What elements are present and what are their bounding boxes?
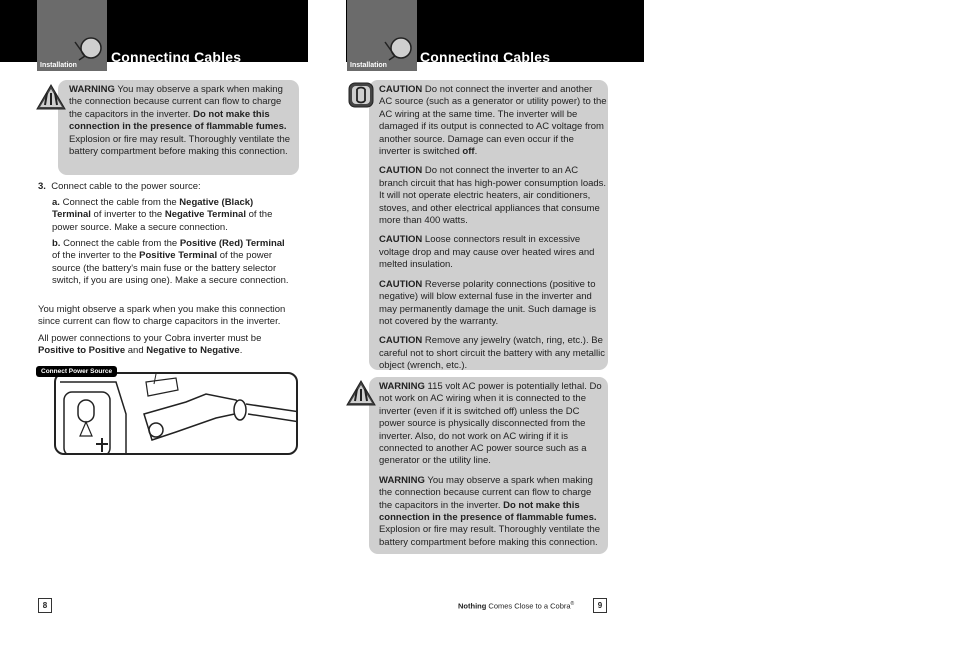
warning-label: WARNING [69,84,115,95]
caution-item: CAUTION Do not connect the inverter to an AC branch circuit that has high-power consumption loads. It will not operate electric heaters, air conditioners, stoves, and other electrical appliances that consume more than 400 watts. [379,165,607,227]
polarity-paragraph: All power connections to your Cobra inverter must be Positive to Positive and Negative to Negative. [38,333,262,357]
warning-item: WARNING 115 volt AC power is potentially lethal. Do not work on AC wiring when it is connected to the inverter (even if it is switched off) unless the DC power source is physically disconnected from the inverter. Also, do not work on AC wiring if it is connected to another AC power source such as a generator or the utility line. [379,381,602,467]
step-3a: a. Connect the cable from the Negative (Black) Terminal of inverter to the Negative Terminal of the power source. Make a secure connection. [52,197,273,233]
warning-triangle-icon [346,380,376,406]
step-3b: b. Connect the cable from the Positive (Red) Terminal of the inverter to the Positive Terminal of the power source (the battery's main fuse or the battery selector switch, if you are using one). Make a secure connection. [52,238,289,287]
cobra-logo-icon [73,36,105,64]
caution-item: CAUTION Loose connectors result in excessive voltage drop and may cause over heated wires and melted insulation. [379,234,595,271]
cable-connection-illustration [56,374,298,455]
caution-item: CAUTION Remove any jewelry (watch, ring, etc.). Be careful not to short circuit the battery with any metallic object (wrench, etc.). [379,335,605,372]
page-number-left: 8 [38,598,52,613]
warning-text: WARNING You may observe a spark when making the connection because current can flow to charge the capacitors in the inverter. Do not make this connection in the presence of flammable fumes. Explosion or fire may result. Thoroughly ventilate the battery compartment before making this connection. [69,84,291,158]
spark-paragraph: You might observe a spark when you make this connection since current can flow to charge capacitors in the inverter. [38,304,286,328]
caution-item: CAUTION Reverse polarity connections (positive to negative) will blow external fuse in the inverter and may permanently damage the unit. Such damage is not covered by the warranty. [379,278,597,327]
section-tab-label: Installation [350,62,387,69]
page-number-right: 9 [593,598,607,613]
page-title-left: Connecting Cables [111,49,242,65]
caution-list [379,84,607,380]
caution-hand-icon [348,82,374,108]
page-title-right: Connecting Cables [420,49,551,65]
figure-label: Connect Power Source [36,366,117,377]
footer-tagline: Nothing Comes Close to a Cobra® [458,601,575,611]
section-tab-label: Installation [40,62,77,69]
warning-triangle-icon [36,84,66,110]
warning-list [379,381,607,556]
caution-item: CAUTION Do not connect the inverter and another AC source (such as a generator or utility power) to the AC wiring at the same time. The inverter will be damaged if its output is connected to AC voltage from another source. Damage can even occur if the inverter is switched off. [379,84,607,158]
warning-item: WARNING You may observe a spark when making the connection because current can flow to charge the capacitors in the inverter. Do not make this connection in the presence of flammable fumes. Explosion or fire may result. Thoroughly ventilate the battery compartment before making this connection. [379,474,601,548]
step-3: 3. Connect cable to the power source: [38,181,201,192]
figure-frame [54,372,298,455]
section-tab-left [37,0,107,71]
section-tab-right [347,0,417,71]
cobra-logo-icon [383,36,415,64]
